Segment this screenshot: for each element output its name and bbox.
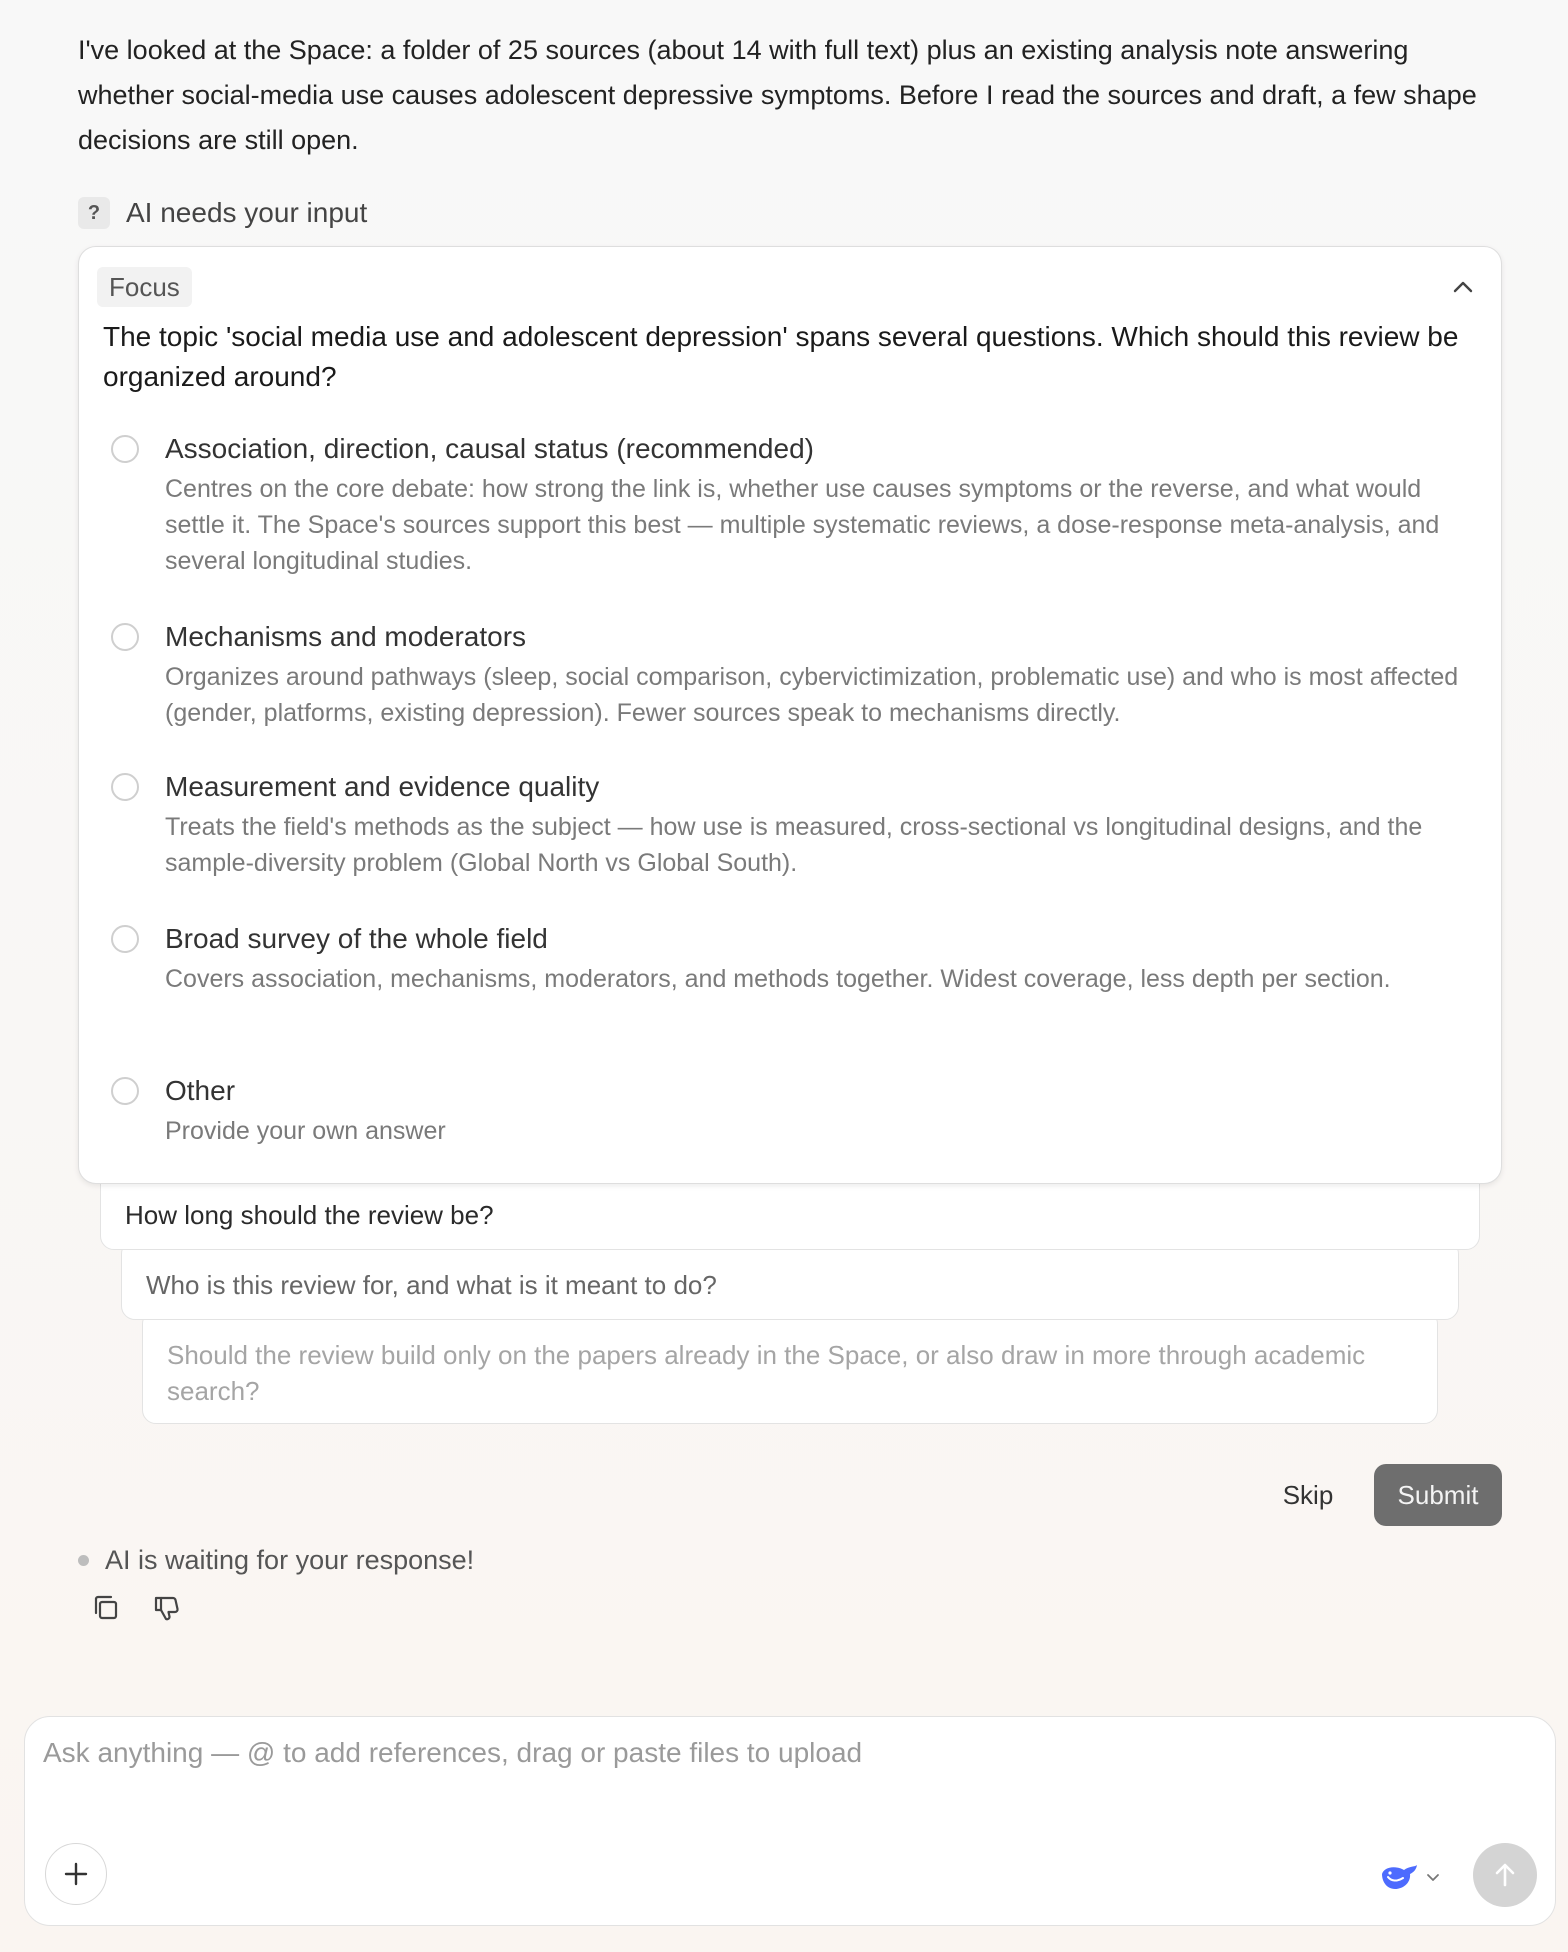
pending-question-card-sources[interactable] (142, 1310, 1438, 1424)
chevron-down-icon (1425, 1869, 1441, 1885)
chat-composer (24, 1716, 1556, 1926)
copy-icon[interactable] (88, 1590, 124, 1626)
radio-button[interactable] (111, 1077, 139, 1105)
status-text: AI is waiting for your response! (105, 1545, 475, 1575)
model-selector[interactable] (1379, 1857, 1449, 1897)
option-description: Treats the field's methods as the subject — how use is measured, cross-sectional vs longitudinal designs, and the sample-diversity problem (Global North vs Global South). (165, 813, 1423, 877)
add-attachment-button[interactable] (45, 1843, 107, 1905)
option-description: Centres on the core debate: how strong the link is, whether use causes symptoms or the reverse, and what would settle it. The Space's sources support this best — multiple systematic reviews, a dose-response meta-analysis, and several longitudinal studies. (165, 475, 1440, 575)
send-button[interactable] (1473, 1843, 1537, 1907)
radio-button[interactable] (111, 435, 139, 463)
option-label: Other (165, 1075, 236, 1106)
arrow-up-icon (1490, 1860, 1520, 1890)
option-label: Measurement and evidence quality (165, 771, 600, 802)
option-description: Provide your own answer (165, 1117, 446, 1145)
input-request-title: AI needs your input (126, 197, 368, 228)
option-label: Broad survey of the whole field (165, 923, 548, 954)
status-line (78, 1545, 474, 1576)
pending-question-text: Should the review build only on the papers already in the Space, or also draw in more through academic search? (167, 1340, 1366, 1406)
status-dot-icon (78, 1555, 89, 1566)
radio-button[interactable] (111, 925, 139, 953)
whale-logo-icon (1379, 1862, 1419, 1892)
focus-tag: Focus (97, 267, 192, 307)
option-description: Organizes around pathways (sleep, social comparison, cybervictimization, problematic use) and who is most affected (gender, platforms, existing depression). Fewer sources speak to mechanisms directly. (165, 663, 1459, 727)
thumbs-down-icon[interactable] (148, 1590, 184, 1626)
radio-button[interactable] (111, 623, 139, 651)
option-description: Covers association, mechanisms, moderators, and methods together. Widest coverage, less depth per section. (165, 965, 1391, 993)
plus-icon (62, 1860, 90, 1888)
focus-question: The topic 'social media use and adolescent depression' spans several questions. Which should this review be organized around? (103, 321, 1459, 392)
pending-question-text: Who is this review for, and what is it meant to do? (146, 1270, 717, 1300)
question-badge-icon: ? (78, 197, 110, 229)
focus-question-card (78, 246, 1502, 1184)
pending-question-card-audience[interactable] (121, 1240, 1459, 1320)
option-label: Association, direction, causal status (recommended) (165, 433, 814, 464)
option-label: Mechanisms and moderators (165, 621, 527, 652)
pending-question-text: How long should the review be? (125, 1200, 494, 1230)
submit-button[interactable]: Submit (1374, 1464, 1502, 1526)
assistant-message: I've looked at the Space: a folder of 25 sources (about 14 with full text) plus an existing analysis note answering whether social-media use causes adolescent depressive symptoms. Before I read the sources and draft, a few shape decisions are still open. (78, 35, 1477, 155)
skip-button[interactable]: Skip (1282, 1479, 1334, 1510)
radio-button[interactable] (111, 773, 139, 801)
message-input[interactable] (43, 1737, 1533, 1827)
chevron-up-icon[interactable] (1447, 271, 1479, 303)
input-request-header (78, 196, 367, 230)
